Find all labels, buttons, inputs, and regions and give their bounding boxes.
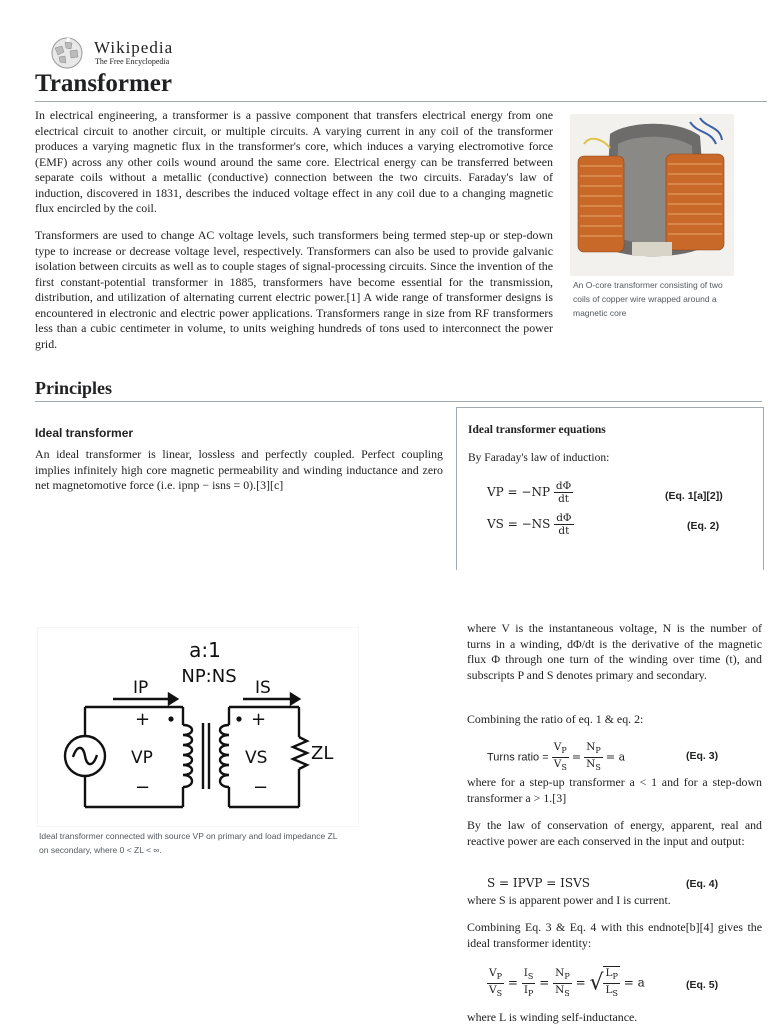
- equation-3-label: (Eq. 3): [686, 750, 719, 762]
- equation-1-label: (Eq. 1[a][2]): [665, 490, 723, 502]
- figure-caption-o-core: An O-core transformer consisting of two coils of copper wire wrapped around a magnetic core: [573, 280, 723, 318]
- equation-5-ratio-2-num: $I_S$: [522, 967, 536, 984]
- circuit-secondary-current-label: IS: [255, 678, 271, 698]
- combining-ratio-paragraph: Combining the ratio of eq. 1 & eq. 2:: [467, 712, 644, 726]
- equation-1-numerator: dΦ: [555, 480, 572, 492]
- intro-paragraph-2: Transformers are used to change AC voltage levels, such transformers being termed step-up or step-down type to increase or decrease voltage level, respectively. Transformers can also be used to provide galvanic isolation between circuits as well as to couple stages of signal-processing circuits. Since the invention of the first constant-potential transformer in 1885, transformers have become essential for the transmission, distribution, and utilization of alternating current electric power.[1] A wide range of transformer designs is encountered in electronic and electric power applications. Transformers range in size from RF transformers less than a cubic centimeter in volume, to units weighing hundreds of tons used to interconnect the power grid.: [35, 228, 553, 351]
- equation-2-numerator: dΦ: [556, 512, 572, 524]
- conservation-of-energy-paragraph: By the law of conservation of energy, apparent, real and reactive power are each conserved in the input and output:: [467, 818, 762, 848]
- circuit-secondary-plus: +: [251, 709, 267, 730]
- subsection-heading-ideal-transformer: Ideal transformer: [35, 426, 134, 440]
- equation-5-ratio-3-num: $N_P$: [553, 967, 572, 984]
- circuit-load-label: ZL: [311, 743, 334, 764]
- equation-5-label: (Eq. 5): [686, 979, 719, 991]
- sqrt-symbol: √: [589, 970, 604, 996]
- equation-3-ratio-1-den: $V_S$: [553, 758, 567, 773]
- equation-3-prefix: Turns ratio =: [487, 751, 549, 764]
- wikipedia-wordmark[interactable]: Wikipedia: [94, 38, 174, 57]
- figure-caption-circuit: Ideal transformer connected with source VP on primary and load impedance ZL on secondary, where 0 < ZL < ∞.: [39, 831, 338, 855]
- equation-2: [487, 512, 574, 537]
- equation-5-ratio-4-num: $L_P$: [603, 967, 619, 984]
- equation-2-denominator: dt: [558, 525, 570, 537]
- equation-3-ratio-2-num: $N_P$: [584, 741, 603, 758]
- circuit-secondary-voltage-label: VS: [245, 748, 268, 768]
- self-inductance-paragraph: where L is winding self-inductance.: [467, 1010, 638, 1024]
- equation-5-ratio-1-den: $V_S$: [489, 983, 503, 998]
- equation-5-ratio-2-den: $I_P$: [523, 983, 534, 998]
- equations-box-intro: By Faraday's law of induction:: [468, 452, 610, 464]
- section-heading-principles: Principles: [35, 378, 112, 398]
- variables-explanation-paragraph: where V is the instantaneous voltage, N is the number of turns in a winding, dΦ/dt is the derivative of the magnetic flux Φ through one turn of the winding over time (t), and subscripts P and S denotes primary and secondary.: [467, 621, 762, 682]
- equation-3: Turns ratio = $\frac{V_P}{V_S}$ = $\frac{N_P}{N_S}$ = a: [487, 741, 626, 773]
- circuit-primary-plus: +: [135, 709, 151, 730]
- wikipedia-tagline: The Free Encyclopedia: [95, 57, 170, 66]
- equation-3-ratio-2-den: $N_S$: [586, 758, 601, 773]
- ideal-transformer-circuit-diagram[interactable]: [37, 627, 359, 827]
- circuit-turns-label: NP:NS: [181, 666, 237, 687]
- circuit-ratio-label: a:1: [189, 638, 221, 662]
- ideal-transformer-equations-box: [456, 407, 764, 570]
- section-divider: [35, 401, 762, 402]
- equation-4: S = IPVP = ISVS: [487, 876, 590, 890]
- equation-2-label: (Eq. 2): [687, 520, 720, 532]
- o-core-transformer-photo[interactable]: [570, 114, 734, 276]
- equation-5-ratio-4-den: $L_S$: [605, 984, 618, 999]
- ideal-transformer-paragraph: An ideal transformer is linear, lossless and perfectly coupled. Perfect coupling implies infinitely high core magnetic permeability and winding inductance and zero net magnetomotive force (i.e. ipnp − isns = 0).[3][c]: [35, 447, 443, 492]
- equation-5-ratio-1-num: $V_P$: [487, 967, 504, 984]
- wikipedia-globe-logo[interactable]: [50, 36, 84, 70]
- equation-1: [487, 480, 573, 505]
- circuit-primary-voltage-label: VP: [131, 748, 153, 768]
- circuit-primary-current-label: IP: [133, 678, 149, 698]
- equation-5-result: = a: [623, 975, 645, 990]
- endnote-combining-paragraph: Combining Eq. 3 & Eq. 4 with this endnote[b][4] gives the ideal transformer identity:: [467, 920, 762, 950]
- apparent-power-paragraph: where S is apparent power and I is current.: [467, 893, 671, 907]
- title-divider: [35, 101, 767, 102]
- intro-paragraph-1: In electrical engineering, a transformer is a passive component that transfers electrical energy from one electrical circuit to another circuit, or multiple circuits. A varying current in any coil of the transformer produces a varying magnetic flux in the transformer's core, which induces a varying electromotive force (EMF) across any other coils wound around the same core. Electrical energy can be transferred between separate coils without a metallic (conductive) connection between the two circuits. Faraday's law of induction, discovered in 1831, describes the induced voltage effect in any coil due to a changing magnetic flux encircled by the coil.: [35, 108, 553, 215]
- equation-4-label: (Eq. 4): [686, 878, 719, 890]
- equation-1-lhs: VP = −NP: [487, 485, 551, 499]
- equations-box-title: Ideal transformer equations: [468, 424, 606, 436]
- equation-1-denominator: dt: [558, 493, 570, 505]
- step-up-step-down-paragraph: where for a step-up transformer a < 1 and for a step-down transformer a > 1.[3]: [467, 775, 762, 805]
- equation-5: $\frac{V_P}{V_S}$ = $\frac{I_S}{I_P}$ = $\frac{N_P}{N_S}$ = √ $\frac{L_P}{L_S}$ = a: [489, 966, 645, 999]
- circuit-primary-minus: −: [135, 777, 151, 798]
- circuit-secondary-minus: −: [253, 777, 269, 798]
- page-title: Transformer: [35, 70, 172, 97]
- equation-3-result: = a: [605, 750, 626, 764]
- equation-2-lhs: VS = −NS: [487, 517, 551, 531]
- equation-3-ratio-1-num: $V_P$: [552, 741, 569, 758]
- equation-5-ratio-3-den: $N_S$: [555, 983, 570, 998]
